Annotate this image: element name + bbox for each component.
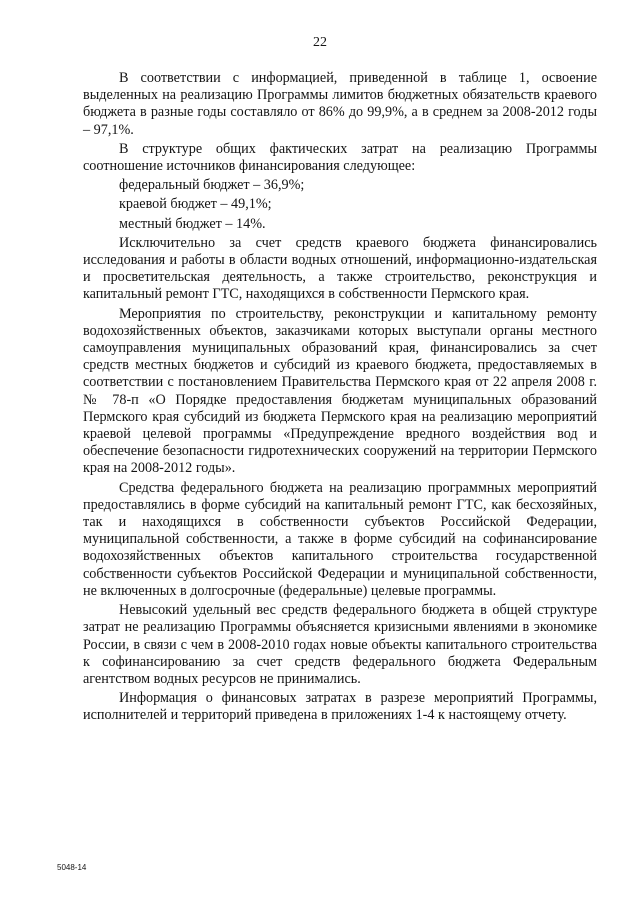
paragraph-funding-structure: В структуре общих фактических затрат на реализацию Программы соотношение источников финансирования следующее: bbox=[83, 140, 597, 175]
list-item-federal-budget: федеральный бюджет – 36,9%; bbox=[119, 177, 305, 194]
paragraph-low-federal-share: Невысокий удельный вес средств федерального бюджета в общей структуре затрат не реализацию Программы объясняется кризисными явлениями в экономике России, в связи с чем в 2008-2010 годах новые объекты капитального строительства к софинансированию за счет средств федерального бюджета Федеральным агентством водных ресурсов не принимались. bbox=[83, 602, 597, 687]
list-item-regional-budget: краевой бюджет – 49,1%; bbox=[119, 196, 272, 213]
footer-code: 5048-14 bbox=[57, 863, 87, 872]
paragraph-budget-execution: В соответствии с информацией, приведенной в таблице 1, освоение выделенных на реализацию Программы лимитов бюджетных обязательств краевого бюджета в разные годы составляло от 86% до 99,9%, а в среднем за 2008-2012 годы – 97,1%. bbox=[83, 70, 597, 138]
paragraph-federal-funds: Средства федерального бюджета на реализацию программных мероприятий предоставлялись в форме субсидий на капитальный ремонт ГТС, как бесхозяйных, так и находящихся в собственности субъектов Российской Федерации, муниципальной собственности, а также в форме субсидий на софинансирование водохозяйственных объектов капитального строительства государственной собственности субъектов Российской Федерации и муниципальной собственности, не включенных в долгосрочные (федеральные) целевые программы. bbox=[83, 479, 597, 599]
paragraph-municipal-projects: Мероприятия по строительству, реконструкции и капитальному ремонту водохозяйственных объектов, заказчиками которых выступали органы местного самоуправления муниципальных образований края, финансировались за счет средств местных бюджетов и субсидий из краевого бюджета, предоставляемых в соответствии с постановлением Правительства Пермского края от 22 апреля 2008 г. № 78-п «О Порядке предоставления бюджетам муниципальных образований Пермского края субсидий из бюджета Пермского края на реализацию мероприятий краевой целевой программы «Предупреждение вредного воздействия вод и обеспечение безопасности гидротехнических сооружений на территории Пермского края на 2008-2012 годы». bbox=[83, 305, 597, 477]
body-text bbox=[83, 70, 597, 727]
list-item-local-budget: местный бюджет – 14%. bbox=[119, 215, 266, 232]
page-number: 22 bbox=[313, 35, 327, 50]
paragraph-regional-only: Исключительно за счет средств краевого бюджета финансировались исследования и работы в области водных отношений, информационно-издательская и просветительская деятельность, а также строительство, реконструкция и капитальный ремонт ГТС, находящихся в собственности Пермского края. bbox=[83, 234, 597, 303]
paragraph-appendix-reference: Информация о финансовых затратах в разрезе мероприятий Программы, исполнителей и территорий приведена в приложениях 1-4 к настоящему отчету. bbox=[83, 690, 597, 724]
